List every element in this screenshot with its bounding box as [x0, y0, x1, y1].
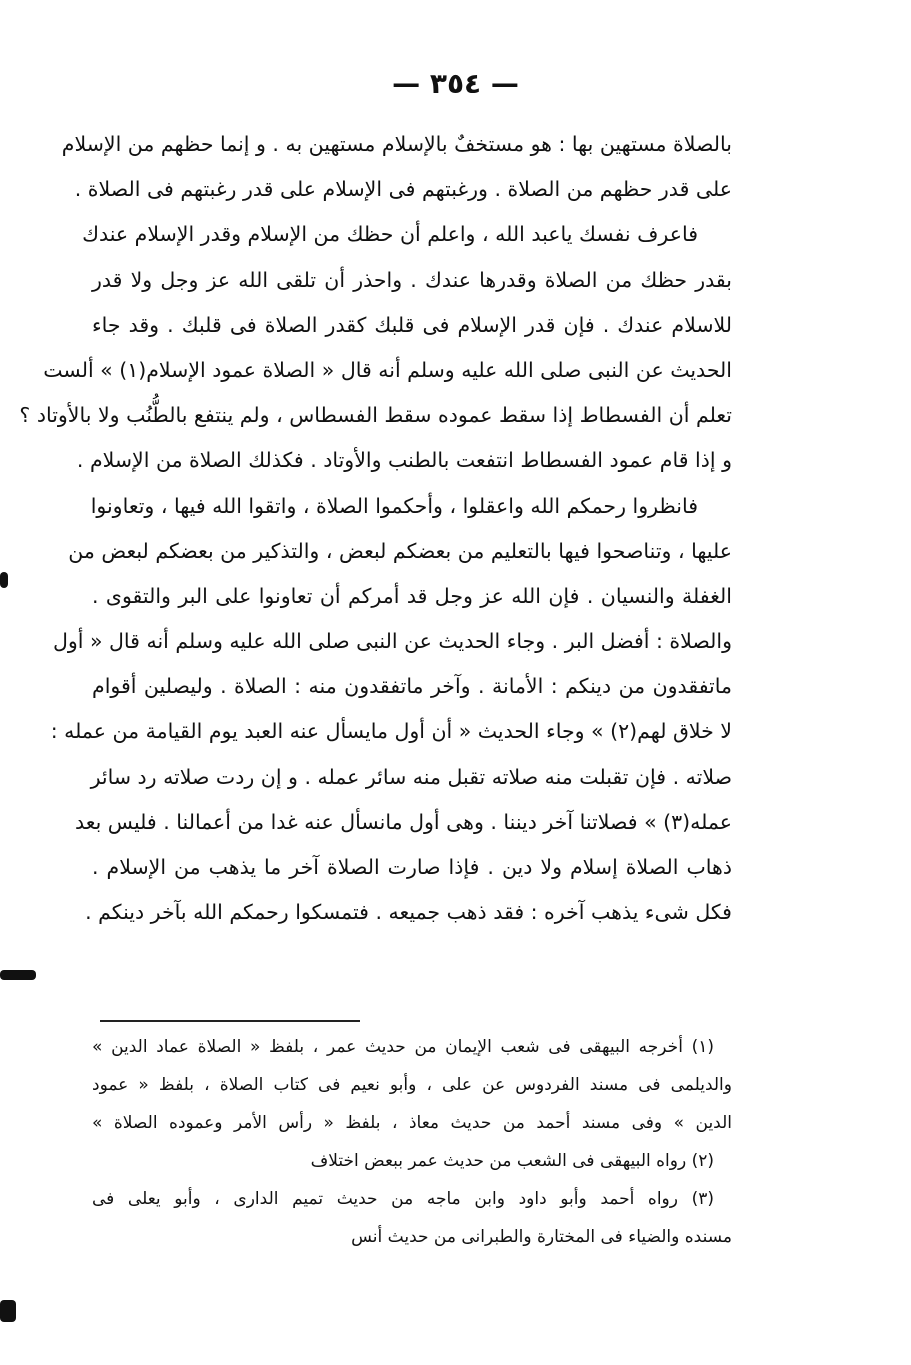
scan-artifact [0, 1300, 16, 1322]
footnote-line: الدين » وفى مسند أحمد من حديث معاذ ، بلفظ « رأس الأمر وعموده الصلاة » [92, 1113, 732, 1133]
footnote-line: مسنده والضياء فى المختارة والطبرانى من حديث أنس [351, 1227, 732, 1247]
scan-artifact [0, 970, 36, 980]
body-line: للاسلام عندك . فإن قدر الإسلام فى قلبك كقدر الصلاة فى قلبك . وقد جاء [92, 312, 732, 337]
body-line: والصلاة : أفضل البر . وجاء الحديث عن النبى صلى الله عليه وسلم أنه قال « أول [52, 629, 732, 654]
footnote-line: (٣) رواه أحمد وأبو داود وابن ماجه من حديث تميم الدارى ، وأبو يعلى فى [92, 1189, 714, 1209]
body-line: عليها ، وتناصحوا فيها بالتعليم من بعضكم لبعض ، والتذكير من بعضكم لبعض من [68, 538, 732, 563]
body-line: عمله(٣) » فصلاتنا آخر ديننا . وهى أول مانسأل عنه غدا من أعمالنا . فليس بعد [74, 809, 732, 834]
footnote-line: (٢) رواه البيهقى فى الشعب من حديث عمر ببعض اختلاف [310, 1151, 714, 1171]
body-line: ذهاب الصلاة إسلام ولا دين . فإذا صارت الصلاة آخر ما يذهب من الإسلام . [92, 855, 732, 879]
footnote-line: (١) أخرجه البيهقى فى شعب الإيمان من حديث عمر ، بلفظ « الصلاة عماد الدين » [92, 1037, 714, 1057]
scan-artifact [0, 572, 8, 588]
body-line: فاعرف نفسك ياعبد الله ، واعلم أن حظك من الإسلام وقدر الإسلام عندك [82, 222, 698, 247]
body-line: فكل شىء يذهب آخره : فقد ذهب جميعه . فتمسكوا رحمكم الله بآخر دينكم . [85, 900, 732, 925]
body-text [19, 122, 732, 935]
body-line: صلاته . فإن تقبلت منه صلاته تقبل منه سائر عمله . و إن ردت صلاته رد سائر [90, 764, 732, 789]
body-line: بقدر حظك من الصلاة وقدرها عندك . واحذر أن تلقى الله عز وجل ولا قدر [92, 267, 732, 292]
footnote-line: والديلمى فى مسند الفردوس عن على ، وأبو نعيم فى كتاب الصلاة ، بلفظ « عمود [92, 1075, 732, 1095]
body-line: و إذا قام عمود الفسطاط انتفعت بالطنب والأوتاد . فكذلك الصلاة من الإسلام . [76, 448, 732, 473]
footnote-separator [100, 1020, 360, 1022]
body-line: بالصلاة مستهين بها : هو مستخفٌ بالإسلام مستهين به . و إنما حظهم من الإسلام [61, 132, 732, 156]
body-line: على قدر حظهم من الصلاة . ورغبتهم فى الإسلام على قدر رغبتهم فى الصلاة . [74, 177, 732, 202]
body-line: الغفلة والنسيان . فإن الله عز وجل قد أمركم أن تعاونوا على البر والتقوى . [92, 583, 732, 608]
body-line: فانظروا رحمكم الله واعقلوا ، وأحكموا الصلاة ، واتقوا الله فيها ، وتعاونوا [90, 493, 698, 518]
page-number: — ٣٥٤ — [392, 67, 519, 100]
footnotes [92, 1028, 732, 1256]
body-line: لا خلاق لهم(٢) » وجاء الحديث « أن أول مايسأل عنه العبد يوم القيامة من عمله : [50, 719, 732, 744]
body-line: تعلم أن الفسطاط إذا سقط عموده سقط الفسطاس ، ولم ينتفع بالطُّنُب ولا بالأوتاد ؟ [19, 403, 732, 428]
body-line: ماتفقدون من دينكم : الأمانة . وآخر ماتفقدون منه : الصلاة . وليصلين أقوام [92, 674, 732, 699]
body-line: الحديث عن النبى صلى الله عليه وسلم أنه قال « الصلاة عمود الإسلام(١) » ألست [43, 357, 732, 382]
